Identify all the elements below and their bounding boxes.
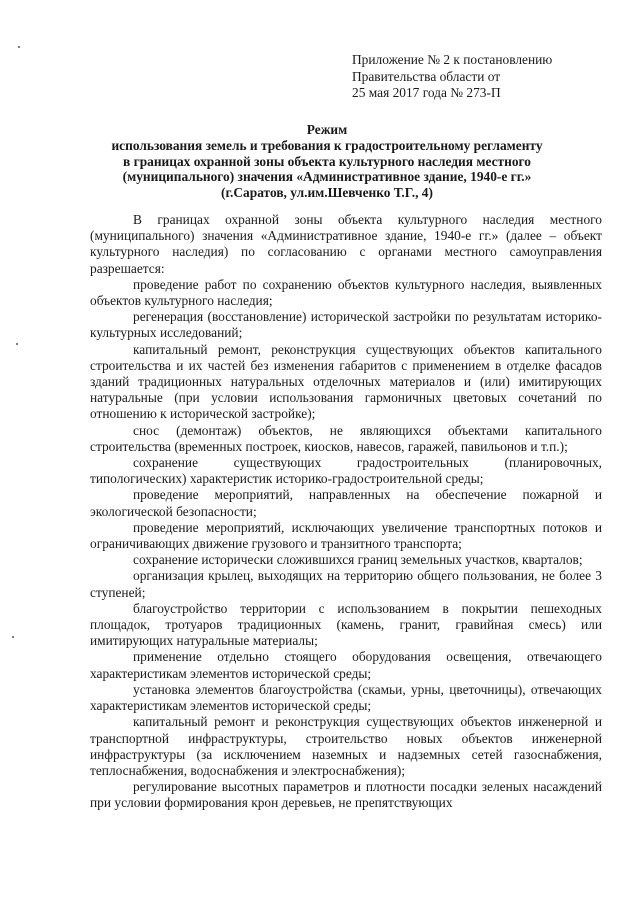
paragraph: проведение работ по сохранению объектов культурного наследия, выявленных объектов культурного наследия; xyxy=(90,276,602,309)
paragraph: установка элементов благоустройства (скамьи, урны, цветочницы), отвечающих характеристикам элементов исторической среды; xyxy=(90,681,602,714)
scan-speck xyxy=(12,636,14,638)
paragraph: регулирование высотных параметров и плотности посадки зеленых насаждений при условии формирования крон деревьев, не препятствующих xyxy=(90,779,602,811)
title-line: (муниципального) значения «Административное здание, 1940-е гг.» xyxy=(122,169,532,185)
paragraph: капитальный ремонт, реконструкция существующих объектов капитального строительства и их частей без изменения габаритов с применением в отделке фасадов зданий традиционных натуральных отделочных материалов и (или) имитирующих натуральные (при условии использования гармоничных цветовых сочетаний по отношению к исторической застройке); xyxy=(90,341,602,422)
paragraph: сохранение исторически сложившихся границ земельных участков, кварталов; xyxy=(133,552,583,568)
paragraph: проведение мероприятий, исключающих увеличение транспортных потоков и ограничивающих движение грузового и транзитного транспорта; xyxy=(90,519,602,552)
paragraph: благоустройство территории с использованием в покрытии пешеходных площадок, тротуаров традиционных (камень, гранит, гравийная смесь) или имитирующих натуральные материалы; xyxy=(90,600,602,649)
scan-speck xyxy=(16,343,18,345)
paragraph: применение отдельно стоящего оборудования освещения, отвечающего характеристикам элементов исторической среды; xyxy=(90,649,602,681)
appendix-line: Приложение № 2 к постановлению xyxy=(352,52,553,67)
paragraph: сохранение существующих градостроительных (планировочных, типологических) характеристик историко-градостроительной среды; xyxy=(90,455,602,487)
document-title xyxy=(62,122,592,201)
document-body xyxy=(90,212,602,812)
appendix-line: Правительства области от xyxy=(352,68,501,84)
paragraph: проведение мероприятий, направленных на обеспечение пожарной и экологической безопасности; xyxy=(90,487,602,519)
appendix-note xyxy=(352,52,622,102)
paragraph: организация крылец, выходящих на территорию общего пользования, не более 3 ступеней; xyxy=(90,568,602,600)
title-line: в границах охранной зоны объекта культурного наследия местного xyxy=(123,153,531,169)
paragraph: регенерация (восстановление) исторической застройки по результатам историко-культурных исследований; xyxy=(90,309,602,341)
scan-speck xyxy=(18,46,20,48)
title-line: использования земель и требования к градостроительному регламенту xyxy=(111,137,543,153)
title-line: (г.Саратов, ул.им.Шевченко Т.Г., 4) xyxy=(221,185,433,201)
paragraph: В границах охранной зоны объекта культурного наследия местного (муниципального) значения «Административное здание, 1940-е гг.» (далее – объект культурного наследия) по согласованию с органами местного самоуправления разрешается: xyxy=(90,212,602,276)
appendix-line: 25 мая 2017 года № 273-П xyxy=(352,85,501,100)
paragraph: снос (демонтаж) объектов, не являющихся объектами капитального строительства (временных построек, киосков, навесов, гаражей, павильонов и т.п.); xyxy=(90,422,602,454)
paragraph: капитальный ремонт и реконструкция существующих объектов инженерной и транспортной инфраструктуры, строительство новых объектов инженерной инфраструктуры (за исключением наземных и надземных сетей газоснабжения, теплоснабжения, водоснабжения и электроснабжения); xyxy=(90,714,602,778)
title-line: Режим xyxy=(306,122,348,137)
